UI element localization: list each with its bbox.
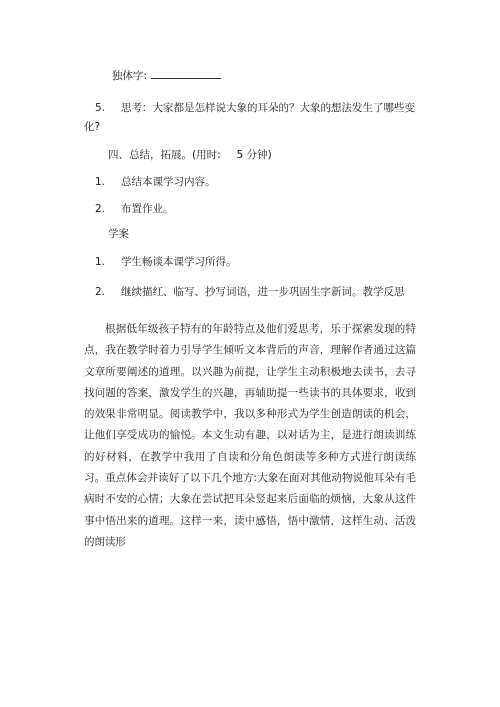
single-character-label: 独体字: [112,70,148,82]
teacher-item-1-number: 1. [95,176,106,188]
student-item-2-text: 继续描红、临写、抄写词语，进一步巩固生字新词。教学反思 [121,286,405,298]
study-plan-heading: 学案 [108,228,129,240]
section-4-time: 5 分钟) [236,149,272,161]
answer-blank [151,68,221,79]
student-item-1-number: 1. [95,256,106,268]
teacher-item-1-text: 总结本课学习内容。 [121,176,216,188]
single-character-line [112,68,221,83]
teacher-item-2-text: 布置作业。 [121,203,174,215]
item-5-text-line1: 思考：大家都是怎样说大象的耳朵的？大象的想法发生了哪些变 [121,102,415,114]
item-5-text-line2: 化? [84,121,101,133]
section-4-title: 四、总结，拓展。(用时: [108,149,221,161]
item-5-number: 5. [95,102,106,114]
teacher-item-2-number: 2. [95,203,106,215]
student-item-1-text: 学生畅谈本课学习所得。 [121,256,237,268]
teaching-reflection-paragraph: 根据低年级孩子特有的年龄特点及他们爱思考，乐于探索发现的特点，我在教学时着力引导学生倾听文本背后的声音，理解作者通过这篇文章所要阐述的道理。以兴趣为前提，让学生主动积极地去读书，去寻找问题的答案，激发学生的兴趣，再辅助提一些读书的具体要求，收到的效果非常明显。阅读教学中，我以多种形式为学生创造朗读的机会，让他们享受成功的愉悦。本文生动有趣，以对话为主，是进行朗读训练的好材料，在教学中我用了自读和分角色朗读等多种方式进行朗读练习。重点体会并读好了以下几个地方:大象在面对其他动物说他耳朵有毛病时不安的心情；大象在尝试把耳朵竖起来后面临的烦恼，大象从这件事中悟出来的道理。这样一来，读中感悟，悟中激情，这样生动、活泼的朗读形 [84,323,416,548]
student-item-2-number: 2. [95,286,106,298]
section-4-heading [108,148,272,162]
